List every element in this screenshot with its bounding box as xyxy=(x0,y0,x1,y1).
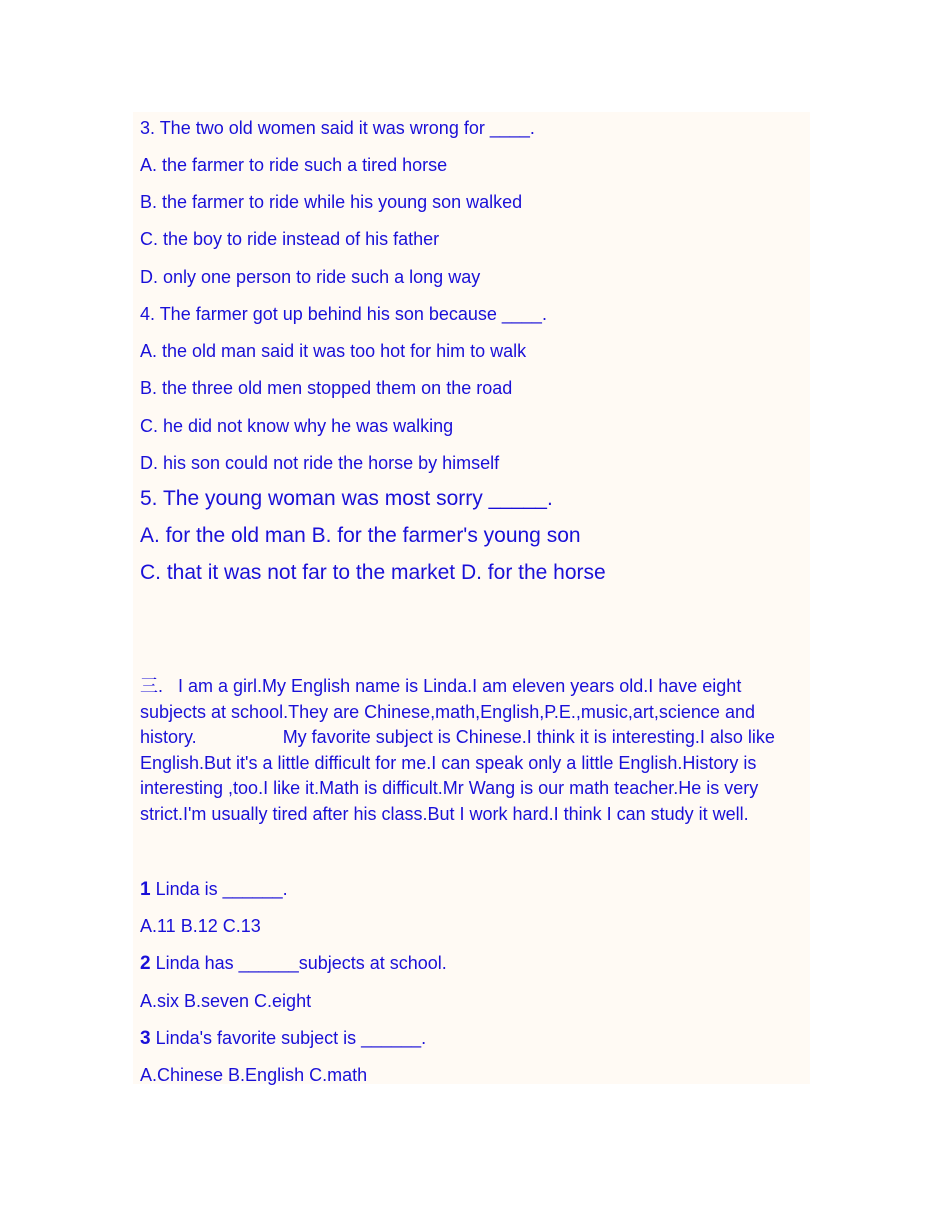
question-5-options-ab: A. for the old man B. for the farmer's young son xyxy=(140,524,581,547)
question-4-option-a: A. the old man said it was too hot for him to walk xyxy=(140,341,527,361)
reading-question-2-options: A.six B.seven C.eight xyxy=(140,991,312,1011)
page-background xyxy=(133,112,810,1084)
question-4-stem: 4. The farmer got up behind his son because ____. xyxy=(140,304,547,324)
question-5-options-cd: C. that it was not far to the market D. for the horse xyxy=(140,561,606,584)
question-4-option-c: C. he did not know why he was walking xyxy=(140,416,454,436)
question-3-option-d: D. only one person to ride such a long way xyxy=(140,267,481,287)
section-3-marker: 三. xyxy=(140,676,164,696)
passage-line-3: history. My favorite subject is Chinese.I think it is interesting.I also like xyxy=(140,727,775,747)
question-4-option-d: D. his son could not ride the horse by himself xyxy=(140,453,500,473)
question-3-option-a: A. the farmer to ride such a tired horse xyxy=(140,155,448,175)
reading-passage xyxy=(140,674,808,827)
passage-line-4: English.But it's a little difficult for me.I can speak only a little English.History is xyxy=(140,752,757,773)
reading-question-3-options: A.Chinese B.English C.math xyxy=(140,1065,368,1085)
question-5-stem: 5. The young woman was most sorry _____. xyxy=(140,487,553,510)
question-3-option-c: C. the boy to ride instead of his father xyxy=(140,229,440,249)
reading-question-3-stem: 3 Linda's favorite subject is ______. xyxy=(140,1028,427,1049)
passage-line-5: interesting ,too.I like it.Math is difficult.Mr Wang is our math teacher.He is very xyxy=(140,778,759,798)
reading-question-2-stem: 2 Linda has ______subjects at school. xyxy=(140,953,447,974)
reading-question-1-stem: 1 Linda is ______. xyxy=(140,879,288,900)
passage-line-1: 三. I am a girl.My English name is Linda.I am eleven years old.I have eight xyxy=(140,676,742,696)
passage-line-6: strict.I'm usually tired after his class.But I work hard.I think I can study it well. xyxy=(140,803,749,824)
reading-question-1-options: A.11 B.12 C.13 xyxy=(140,916,261,936)
question-3-stem: 3. The two old women said it was wrong for ____. xyxy=(140,118,535,138)
question-4-option-b: B. the three old men stopped them on the road xyxy=(140,378,513,398)
passage-line-2: subjects at school.They are Chinese,math,English,P.E.,music,art,science and xyxy=(140,701,755,722)
question-3-option-b: B. the farmer to ride while his young son walked xyxy=(140,192,523,212)
